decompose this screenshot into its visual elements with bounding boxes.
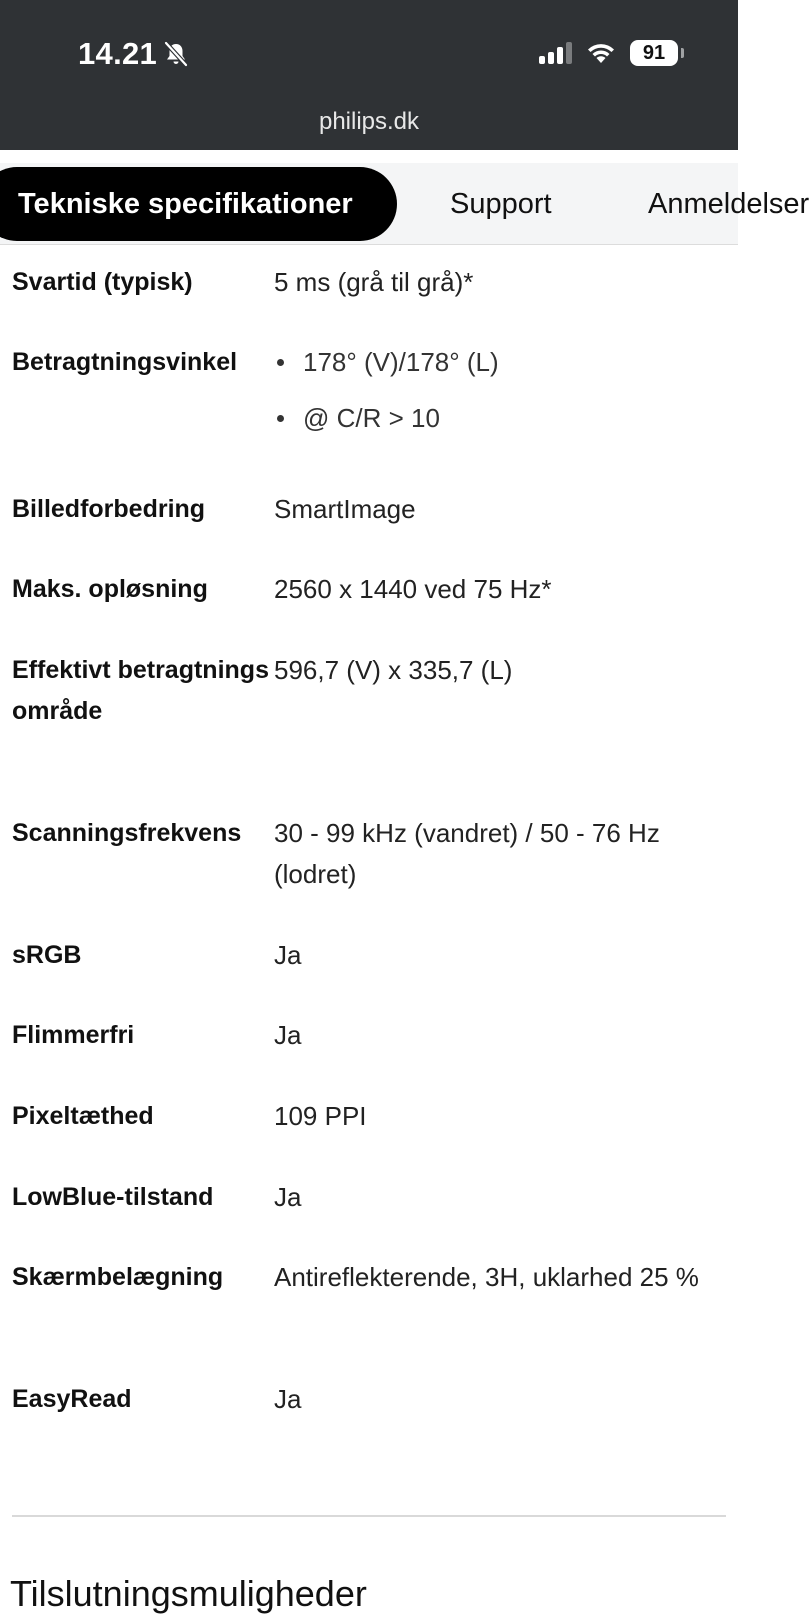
spec-table bbox=[12, 262, 726, 1459]
spec-value: Ja bbox=[274, 1020, 302, 1050]
status-time bbox=[78, 36, 191, 72]
spec-value bbox=[274, 342, 726, 489]
spec-bullet-list bbox=[274, 342, 726, 439]
spec-label: EasyRead bbox=[12, 1385, 132, 1413]
spec-row bbox=[12, 1177, 726, 1257]
spec-label: Pixeltæthed bbox=[12, 1102, 154, 1130]
spec-label: Svartid (typisk) bbox=[12, 268, 193, 296]
spec-row bbox=[12, 1379, 726, 1459]
spec-label: Maks. opløsning bbox=[12, 575, 208, 603]
spec-row bbox=[12, 1015, 726, 1096]
spec-value: SmartImage bbox=[274, 494, 416, 524]
spec-row bbox=[12, 262, 726, 342]
spec-value: Ja bbox=[274, 940, 302, 970]
spec-row bbox=[12, 935, 726, 1015]
spec-label: Effektivt betragtningsområde bbox=[12, 656, 269, 725]
spec-row bbox=[12, 813, 726, 935]
battery-level: 91 bbox=[642, 41, 666, 64]
tab-technical-specifications[interactable]: Tekniske specifikationer bbox=[0, 167, 397, 241]
tab-reviews[interactable]: Anmeldelser bbox=[648, 187, 809, 220]
spec-row bbox=[12, 569, 726, 650]
section-divider bbox=[12, 1515, 726, 1517]
cellular-signal-icon bbox=[539, 42, 572, 64]
spec-value: Ja bbox=[274, 1182, 302, 1212]
spec-label: LowBlue-tilstand bbox=[12, 1183, 214, 1211]
battery-icon bbox=[630, 40, 678, 66]
spec-row bbox=[12, 1096, 726, 1177]
spec-value: 596,7 (V) x 335,7 (L) bbox=[274, 655, 513, 685]
spec-row bbox=[12, 489, 726, 569]
browser-chrome bbox=[0, 0, 738, 150]
spec-label: sRGB bbox=[12, 941, 82, 969]
spec-row bbox=[12, 1257, 726, 1379]
section-tabs bbox=[0, 163, 809, 245]
status-time-text: 14.21 bbox=[78, 36, 158, 71]
section-heading-connectivity[interactable]: Tilslutningsmuligheder bbox=[10, 1573, 367, 1614]
address-bar-url[interactable]: philips.dk bbox=[318, 108, 420, 135]
spec-row bbox=[12, 650, 726, 813]
spec-value: Ja bbox=[274, 1384, 302, 1414]
spec-value: 2560 x 1440 ved 75 Hz* bbox=[274, 574, 552, 604]
tab-support[interactable]: Support bbox=[450, 187, 552, 220]
bell-slash-icon bbox=[161, 39, 191, 69]
status-icons bbox=[539, 40, 678, 66]
spec-label: Scanningsfrekvens bbox=[12, 819, 242, 847]
spec-row bbox=[12, 342, 726, 489]
spec-value: 30 - 99 kHz (vandret) / 50 - 76 Hz (lodret) bbox=[274, 818, 660, 889]
spec-label: Billedforbedring bbox=[12, 495, 206, 523]
spec-value: 109 PPI bbox=[274, 1101, 367, 1131]
spec-bullet: 178° (V)/178° (L) bbox=[274, 342, 726, 383]
spec-bullet: @ C/R > 10 bbox=[274, 398, 726, 439]
spec-value: Antireflekterende, 3H, uklarhed 25 % bbox=[274, 1262, 699, 1292]
wifi-icon bbox=[586, 41, 616, 65]
spec-label: Betragtningsvinkel bbox=[12, 348, 238, 376]
spec-value: 5 ms (grå til grå)* bbox=[274, 267, 474, 297]
spec-label: Skærmbelægning bbox=[12, 1263, 224, 1291]
spec-label: Flimmerfri bbox=[12, 1021, 135, 1049]
